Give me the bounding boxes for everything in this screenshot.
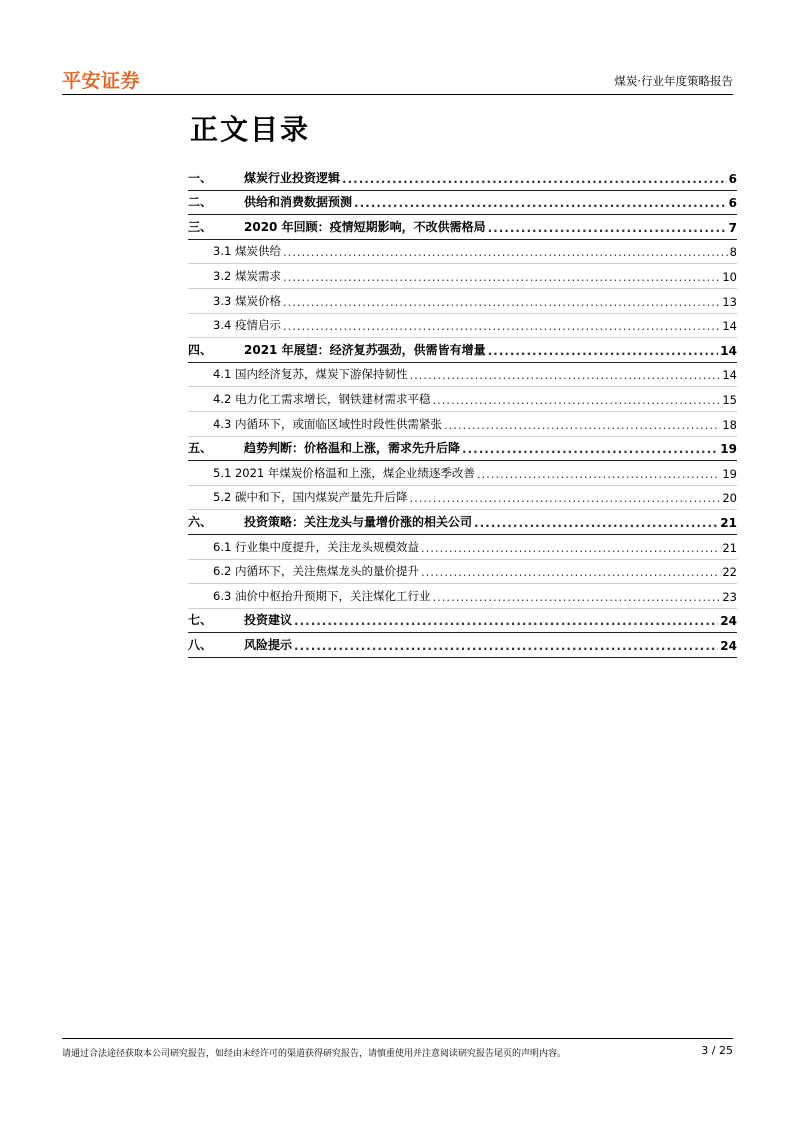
toc-entry-number: 四、 bbox=[188, 342, 213, 357]
toc-entry-page: 6 bbox=[728, 196, 737, 211]
toc-entry-page: 19 bbox=[722, 466, 737, 481]
toc-title: 正文目录 bbox=[190, 113, 311, 146]
toc-dot-leader bbox=[294, 614, 718, 632]
toc-entry[interactable] bbox=[188, 363, 737, 388]
toc-entry-text: 3.4 疫情启示 bbox=[213, 318, 281, 333]
toc-entry-page: 6 bbox=[728, 171, 737, 186]
page-footer bbox=[62, 1038, 733, 1069]
toc-entry[interactable] bbox=[188, 560, 737, 585]
page-number: 3 / 25 bbox=[701, 1044, 733, 1057]
toc-entry-text: 4.2 电力化工需求增长，钢铁建材需求平稳 bbox=[213, 391, 431, 406]
toc-entry-number: 五、 bbox=[188, 441, 213, 456]
toc-dot-leader bbox=[283, 319, 720, 337]
toc-entry-number: 三、 bbox=[188, 219, 213, 234]
toc-entry-page: 21 bbox=[722, 540, 737, 555]
toc-entry-number: 八、 bbox=[188, 637, 213, 652]
table-of-contents bbox=[188, 166, 737, 658]
toc-entry[interactable] bbox=[188, 412, 737, 437]
toc-dot-leader bbox=[283, 270, 720, 288]
toc-entry-text: 3.3 煤炭价格 bbox=[213, 293, 281, 308]
toc-entry[interactable] bbox=[188, 609, 737, 634]
toc-entry-page: 14 bbox=[720, 343, 737, 358]
footer-disclaimer: 请通过合法途径获取本公司研究报告，如经由未经许可的渠道获得研究报告，请慎重使用并注意阅读研究报告尾页的声明内容。 bbox=[62, 1049, 567, 1059]
toc-entry-number: 六、 bbox=[188, 514, 213, 529]
toc-dot-leader bbox=[462, 442, 718, 460]
toc-entry-text: 供给和消费数据预测 bbox=[244, 195, 353, 210]
toc-entry-text: 6.3 油价中枢抬升预期下，关注煤化工行业 bbox=[213, 588, 431, 603]
toc-entry[interactable] bbox=[188, 166, 737, 191]
toc-entry[interactable] bbox=[188, 240, 737, 265]
toc-dot-leader bbox=[421, 565, 720, 583]
toc-dot-leader bbox=[342, 172, 727, 190]
toc-entry-page: 24 bbox=[720, 638, 737, 653]
toc-entry-page: 18 bbox=[722, 417, 737, 432]
toc-dot-leader bbox=[409, 491, 720, 509]
toc-entry-page: 8 bbox=[729, 245, 737, 260]
toc-dot-leader bbox=[444, 418, 720, 436]
toc-entry-text: 4.3 内循环下，或面临区域性时段性供需紧张 bbox=[213, 416, 442, 431]
toc-entry[interactable] bbox=[188, 215, 737, 240]
toc-entry[interactable] bbox=[188, 338, 737, 363]
toc-entry-text: 趋势判断：价格温和上涨，需求先升后降 bbox=[244, 441, 461, 456]
toc-entry[interactable] bbox=[188, 264, 737, 289]
toc-entry-text: 煤炭行业投资逻辑 bbox=[244, 170, 341, 185]
toc-entry[interactable] bbox=[188, 314, 737, 339]
toc-entry[interactable] bbox=[188, 510, 737, 535]
toc-entry[interactable] bbox=[188, 437, 737, 462]
toc-entry-text: 投资策略：关注龙头与量增价涨的相关公司 bbox=[244, 514, 473, 529]
toc-dot-leader bbox=[474, 516, 718, 534]
toc-dot-leader bbox=[488, 344, 719, 362]
toc-entry-page: 21 bbox=[720, 515, 737, 530]
toc-entry-number: 一、 bbox=[188, 170, 213, 185]
toc-entry[interactable] bbox=[188, 289, 737, 314]
toc-entry[interactable] bbox=[188, 387, 737, 412]
toc-entry-text: 3.2 煤炭需求 bbox=[213, 268, 281, 283]
toc-entry-text: 3.1 煤炭供给 bbox=[213, 244, 281, 259]
toc-dot-leader bbox=[488, 221, 727, 239]
toc-entry-text: 6.1 行业集中度提升，关注龙头规模效益 bbox=[213, 539, 419, 554]
toc-entry-text: 2021 年展望：经济复苏强劲，供需皆有增量 bbox=[244, 342, 486, 357]
toc-entry-page: 20 bbox=[722, 491, 737, 506]
toc-entry[interactable] bbox=[188, 191, 737, 216]
toc-entry[interactable] bbox=[188, 461, 737, 486]
toc-dot-leader bbox=[354, 196, 727, 214]
toc-dot-leader bbox=[409, 368, 720, 386]
toc-entry-number: 二、 bbox=[188, 195, 213, 210]
toc-dot-leader bbox=[283, 295, 720, 313]
toc-dot-leader bbox=[294, 639, 718, 657]
toc-dot-leader bbox=[477, 467, 720, 485]
toc-dot-leader bbox=[421, 541, 720, 559]
toc-entry-text: 风险提示 bbox=[244, 637, 293, 652]
toc-dot-leader bbox=[283, 245, 728, 263]
toc-entry-page: 14 bbox=[722, 319, 737, 334]
page-header bbox=[62, 62, 733, 95]
toc-entry-number: 七、 bbox=[188, 613, 213, 628]
report-type-label: 煤炭·行业年度策略报告 bbox=[614, 74, 733, 88]
toc-dot-leader bbox=[432, 393, 720, 411]
company-logo: 平安证券 bbox=[62, 70, 141, 92]
toc-entry-page: 19 bbox=[720, 442, 737, 457]
toc-entry-text: 6.2 内循环下，关注焦煤龙头的量价提升 bbox=[213, 564, 419, 579]
toc-entry-page: 15 bbox=[722, 392, 737, 407]
toc-entry-page: 14 bbox=[722, 368, 737, 383]
toc-entry-page: 10 bbox=[722, 269, 737, 284]
toc-entry[interactable] bbox=[188, 584, 737, 609]
toc-entry-page: 13 bbox=[722, 294, 737, 309]
toc-entry-page: 7 bbox=[728, 220, 737, 235]
toc-entry[interactable] bbox=[188, 633, 737, 658]
toc-entry-text: 4.1 国内经济复苏，煤炭下游保持韧性 bbox=[213, 367, 408, 382]
toc-dot-leader bbox=[432, 590, 720, 608]
toc-entry-page: 24 bbox=[720, 614, 737, 629]
toc-entry-text: 投资建议 bbox=[244, 613, 293, 628]
toc-entry-text: 2020 年回顾：疫情短期影响，不改供需格局 bbox=[244, 219, 486, 234]
toc-entry-page: 23 bbox=[722, 589, 737, 604]
toc-entry-text: 5.2 碳中和下，国内煤炭产量先升后降 bbox=[213, 490, 408, 505]
toc-entry[interactable] bbox=[188, 535, 737, 560]
toc-entry-text: 5.1 2021 年煤炭价格温和上涨，煤企业绩逐季改善 bbox=[213, 465, 475, 480]
toc-entry-page: 22 bbox=[722, 565, 737, 580]
toc-entry[interactable] bbox=[188, 486, 737, 511]
